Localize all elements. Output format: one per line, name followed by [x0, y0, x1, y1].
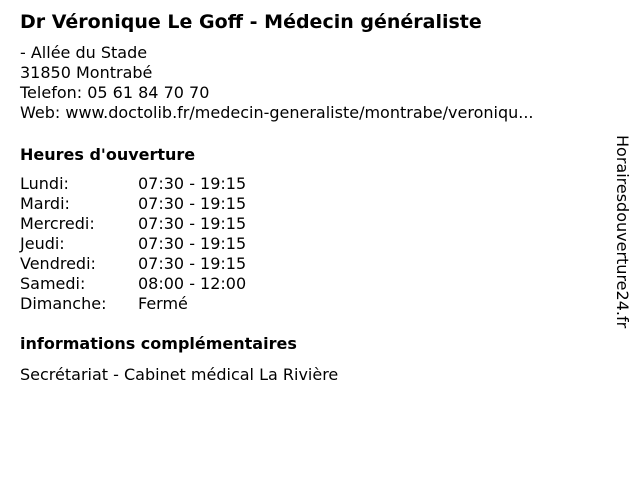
address-block — [20, 43, 534, 123]
time-value: 07:30 - 19:15 — [138, 174, 247, 193]
additional-info-heading: informations complémentaires — [20, 334, 297, 353]
day-label: Mercredi: — [20, 214, 95, 233]
city-postal-code: 31850 Montrabé — [20, 63, 153, 82]
day-label: Samedi: — [20, 274, 86, 293]
day-label: Vendredi: — [20, 254, 96, 273]
day-label: Jeudi: — [20, 234, 65, 253]
website-link[interactable]: Web: www.doctolib.fr/medecin-generaliste/montrabe/veroniqu... — [20, 103, 534, 122]
page-title: Dr Véronique Le Goff - Médecin généraliste — [20, 11, 482, 33]
watermark-text: Horairesdouverture24.fr — [613, 135, 632, 329]
day-label: Dimanche: — [20, 294, 107, 313]
street-address: - Allée du Stade — [20, 43, 148, 62]
time-value: 07:30 - 19:15 — [138, 254, 247, 273]
time-value: 07:30 - 19:15 — [138, 214, 247, 233]
phone-number[interactable]: Telefon: 05 61 84 70 70 — [20, 83, 210, 102]
day-label: Mardi: — [20, 194, 70, 213]
opening-hours-heading: Heures d'ouverture — [20, 145, 196, 164]
time-value: 08:00 - 12:00 — [138, 274, 247, 293]
additional-info-text: Secrétariat - Cabinet médical La Rivière — [20, 365, 339, 384]
site-watermark — [612, 135, 634, 345]
time-value: 07:30 - 19:15 — [138, 194, 247, 213]
time-value: 07:30 - 19:15 — [138, 234, 247, 253]
time-value: Fermé — [138, 294, 188, 313]
day-label: Lundi: — [20, 174, 69, 193]
